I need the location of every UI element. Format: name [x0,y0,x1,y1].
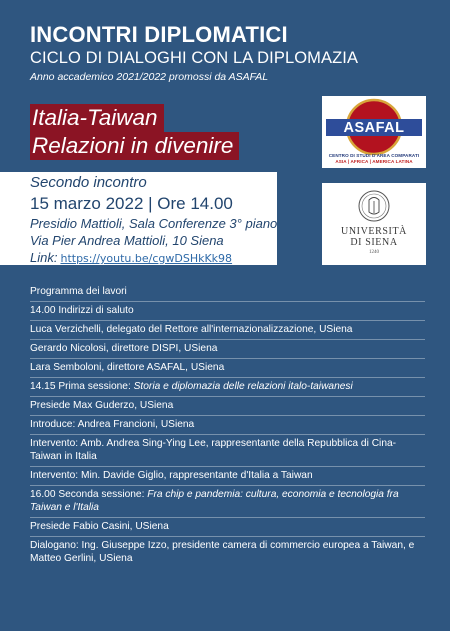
event-title [30,104,239,160]
event-title-line2: Relazioni in divenire [30,132,239,160]
session-1-title: Storia e diplomazia delle relazioni italo-taiwanesi [133,381,353,392]
program-item: Intervento: Min. Davide Giglio, rappresentante d'Italia a Taiwan [30,467,425,486]
location-line1: Presidio Mattioli, Sala Conferenze 3° piano [30,216,278,231]
event-details [30,173,277,267]
program-item: Luca Verzichelli, delegato del Rettore all'internazionalizzazione, USiena [30,321,425,340]
link-row [30,249,277,267]
asafal-name: ASAFAL [343,120,405,136]
asafal-subtitle: CENTRO DI STUDI D'AREA COMPARATI [328,153,420,158]
location-line2: Via Pier Andrea Mattioli, 10 Siena [30,233,224,248]
session-2-title: Fra chip e pandemia: cultura, economia e tecnologia fra Taiwan e l'Italia [30,489,399,513]
university-seal-icon [358,189,390,225]
incontro-label: Secondo incontro [30,174,147,191]
program-session-1 [30,378,425,397]
program-session-2 [30,486,425,518]
program-list [30,283,425,568]
youtube-link[interactable]: https://youtu.be/cgwDSHkKk98 [60,252,233,265]
program-item: Presiede Fabio Casini, USiena [30,518,425,537]
session-1-label: 14.15 Prima sessione: [30,381,134,392]
link-label: Link: [30,250,58,265]
asafal-regions: ASIA | AFRICA | AMERICA LATINA [335,159,413,164]
university-name [322,226,426,248]
siena-logo [322,183,426,265]
page-title: INCONTRI DIPLOMATICI [30,22,288,47]
university-name-line1: UNIVERSITÀ [341,226,407,237]
program-item: Intervento: Amb. Andrea Sing-Ying Lee, rappresentante della Repubblica di Cina-Taiwan in Italia [30,435,425,467]
academic-year: Anno accademico 2021/2022 promossi da ASAFAL [30,71,269,83]
asafal-logo [322,96,426,168]
page-subtitle: CICLO DI DIALOGHI CON LA DIPLOMAZIA [30,49,359,67]
program-item: Dialogano: Ing. Giuseppe Izzo, presidente camera di commercio europea a Taiwan, e Matteo Gerlini, USiena [30,540,415,564]
program-item: Lara Semboloni, direttore ASAFAL, USiena [30,359,425,378]
program-item: Gerardo Nicolosi, direttore DISPI, USiena [30,340,425,359]
program-heading: Programma dei lavori [30,283,425,302]
event-title-line1: Italia-Taiwan [30,104,164,132]
header [30,22,430,84]
program-item: 14.00 Indirizzi di saluto [30,302,425,321]
session-2-label: 16.00 Seconda sessione: [30,489,148,500]
program-item: Introduce: Andrea Francioni, USiena [30,416,425,435]
program-item: Presiede Max Guderzo, USiena [30,397,425,416]
event-datetime: 15 marzo 2022 | Ore 14.00 [30,194,233,213]
university-name-line2: DI SIENA [350,237,398,248]
university-year: 1240 [369,250,379,255]
